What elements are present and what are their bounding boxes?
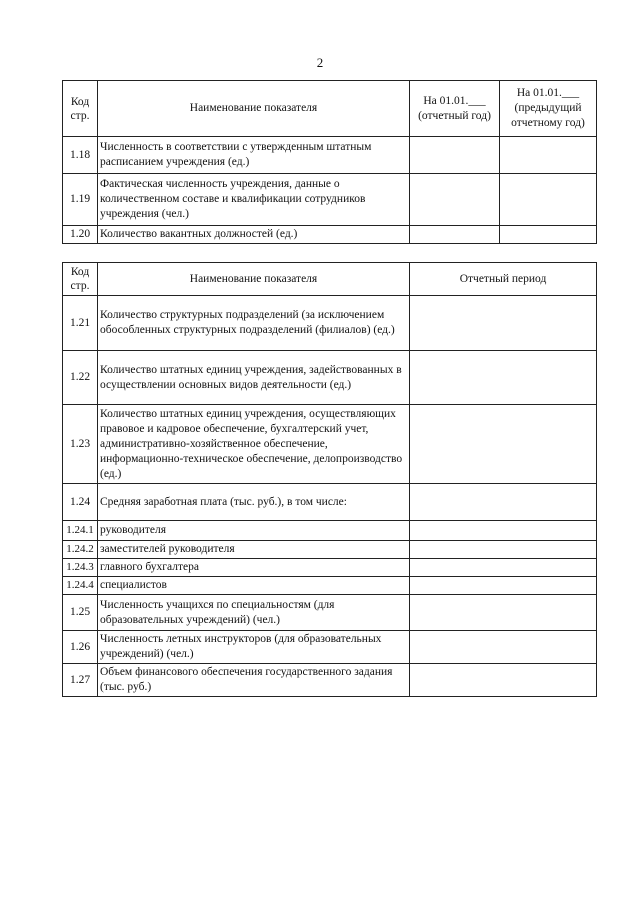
row-name: главного бухгалтера: [98, 559, 410, 577]
header-period: Отчетный период: [410, 263, 597, 296]
row-code: 1.20: [63, 226, 98, 244]
value-cell-period[interactable]: [410, 296, 597, 351]
header-current-year: На 01.01.___ (отчетный год): [410, 81, 500, 137]
header-code: Код стр.: [63, 81, 98, 137]
table-row: [63, 521, 597, 541]
row-name: Численность учащихся по специальностям (для образовательных учреждений) (чел.): [98, 595, 410, 631]
table-row: [63, 595, 597, 631]
table-row: [63, 137, 597, 174]
table-row: [63, 577, 597, 595]
table-row: [63, 484, 597, 521]
row-code: 1.24.2: [63, 541, 98, 559]
header-name: Наименование показателя: [98, 263, 410, 296]
value-cell-period[interactable]: [410, 351, 597, 405]
value-cell-current[interactable]: [410, 174, 500, 226]
page-number: 2: [316, 55, 324, 70]
value-cell-period[interactable]: [410, 559, 597, 577]
row-name: Объем финансового обеспечения государственного задания (тыс. руб.): [98, 664, 410, 697]
table-row: [63, 174, 597, 226]
row-code: 1.24.3: [63, 559, 98, 577]
row-code: 1.21: [63, 296, 98, 351]
table-header-row: [63, 263, 597, 296]
row-name: Численность летных инструкторов (для образовательных учреждений) (чел.): [98, 631, 410, 664]
value-cell-period[interactable]: [410, 541, 597, 559]
value-cell-period[interactable]: [410, 484, 597, 521]
table-row: [63, 405, 597, 484]
table-row: [63, 226, 597, 244]
staffing-table: [62, 80, 597, 244]
row-code: 1.23: [63, 405, 98, 484]
row-name: Количество штатных единиц учреждения, осуществляющих правовое и кадровое обеспечение, бухгалтерский учет, административно-хозяйственное обеспечение, информационно-техническое обеспечение, делопроизводство (ед.): [98, 405, 410, 484]
value-cell-current[interactable]: [410, 137, 500, 174]
value-cell-period[interactable]: [410, 521, 597, 541]
value-cell-period[interactable]: [410, 631, 597, 664]
row-code: 1.24.1: [63, 521, 98, 541]
row-name: Численность в соответствии с утвержденным штатным расписанием учреждения (ед.): [98, 137, 410, 174]
row-code: 1.25: [63, 595, 98, 631]
table-row: [63, 631, 597, 664]
table-header-row: [63, 81, 597, 137]
table-row: [63, 351, 597, 405]
row-code: 1.27: [63, 664, 98, 697]
row-code: 1.22: [63, 351, 98, 405]
row-code: 1.19: [63, 174, 98, 226]
row-code: 1.26: [63, 631, 98, 664]
row-name: специалистов: [98, 577, 410, 595]
value-cell-period[interactable]: [410, 405, 597, 484]
row-name: заместителей руководителя: [98, 541, 410, 559]
value-cell-current[interactable]: [410, 226, 500, 244]
row-code: 1.24: [63, 484, 98, 521]
table-row: [63, 296, 597, 351]
structure-table: [62, 262, 597, 697]
table-row: [63, 559, 597, 577]
value-cell-previous[interactable]: [500, 226, 597, 244]
header-previous-year: На 01.01.___ (предыдущий отчетному год): [500, 81, 597, 137]
row-name: Средняя заработная плата (тыс. руб.), в том числе:: [98, 484, 410, 521]
row-name: руководителя: [98, 521, 410, 541]
row-name: Количество структурных подразделений (за исключением обособленных структурных подразделений (филиалов) (ед.): [98, 296, 410, 351]
value-cell-period[interactable]: [410, 595, 597, 631]
header-code: Код стр.: [63, 263, 98, 296]
table-row: [63, 664, 597, 697]
value-cell-previous[interactable]: [500, 174, 597, 226]
row-name: Количество вакантных должностей (ед.): [98, 226, 410, 244]
row-code: 1.24.4: [63, 577, 98, 595]
value-cell-period[interactable]: [410, 664, 597, 697]
table-row: [63, 541, 597, 559]
value-cell-previous[interactable]: [500, 137, 597, 174]
row-code: 1.18: [63, 137, 98, 174]
row-name: Фактическая численность учреждения, данные о количественном составе и квалификации сотрудников учреждения (чел.): [98, 174, 410, 226]
header-name: Наименование показателя: [98, 81, 410, 137]
value-cell-period[interactable]: [410, 577, 597, 595]
row-name: Количество штатных единиц учреждения, задействованных в осуществлении основных видов деятельности (ед.): [98, 351, 410, 405]
